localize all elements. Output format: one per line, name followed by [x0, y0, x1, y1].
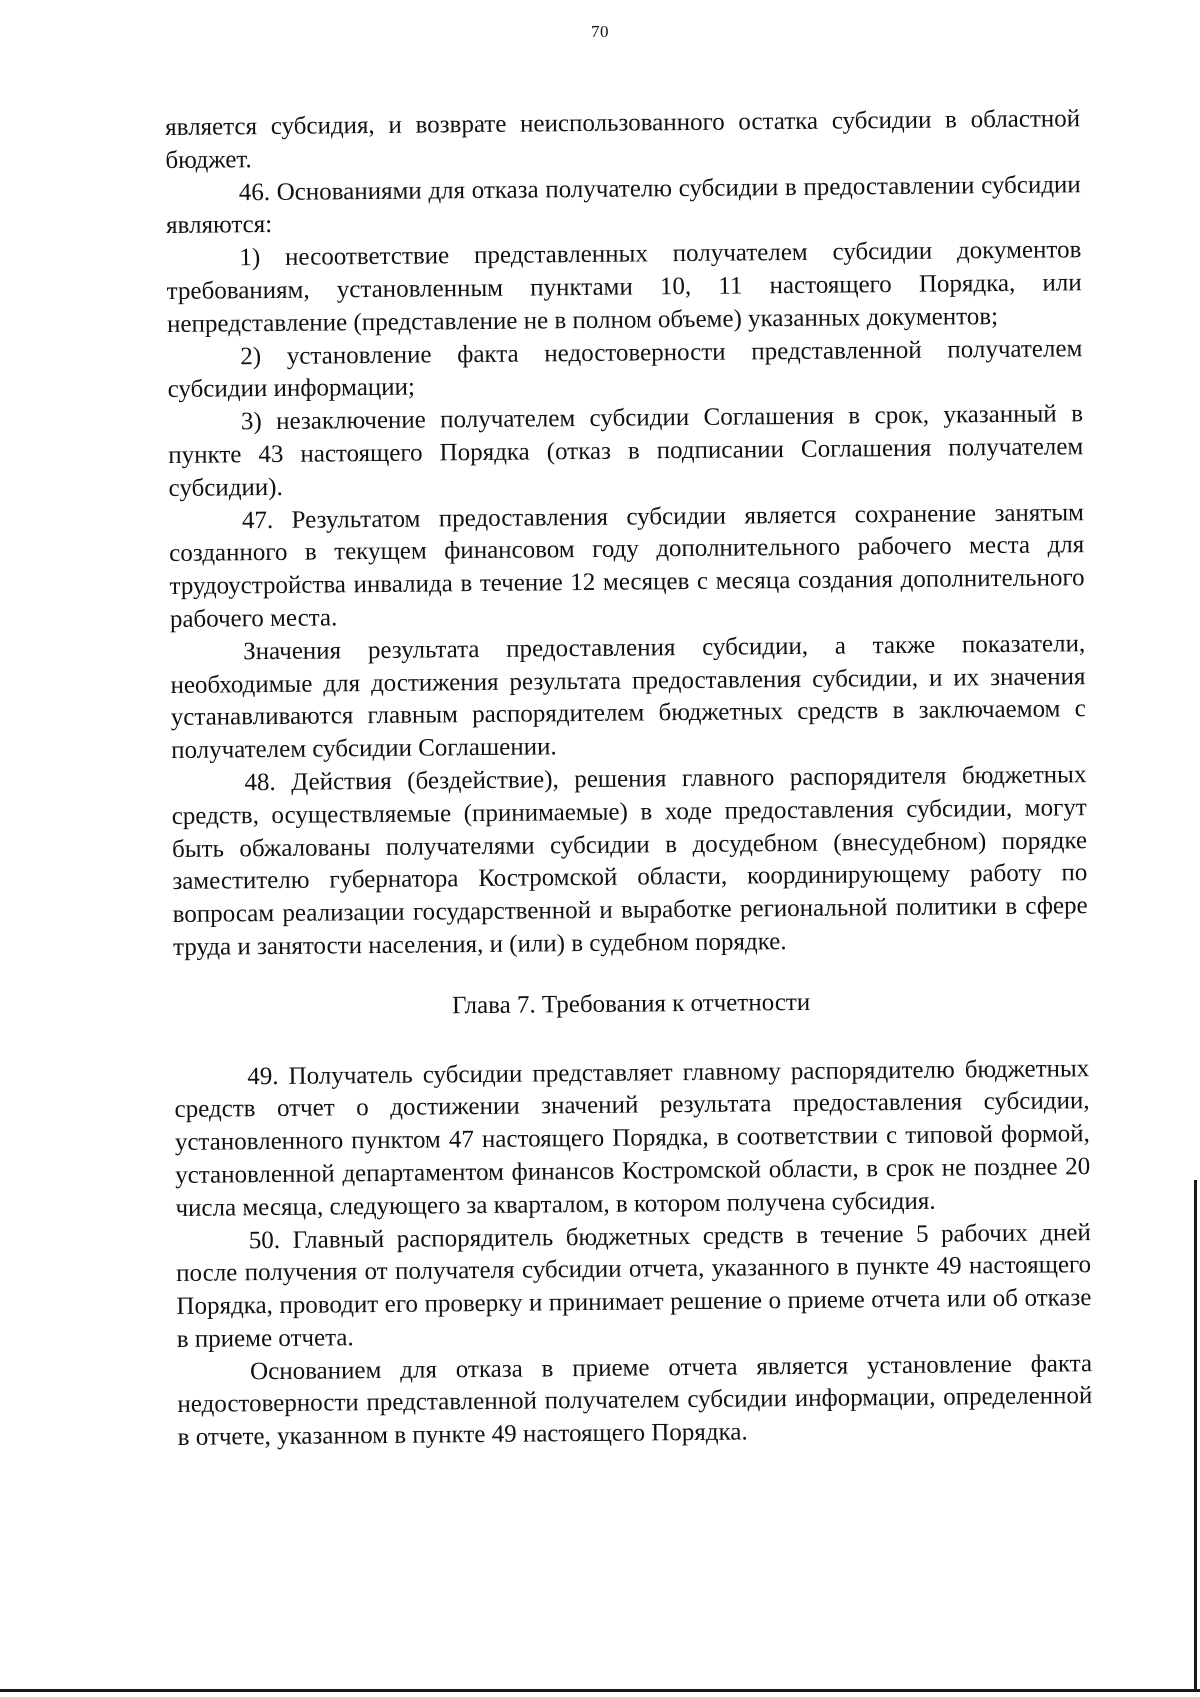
- paragraph-46-item-3: 3) незаключение получателем субсидии Соглашения в срок, указанный в пункте 43 настоящего Порядка (отказ в подписании Соглашения получателем субсидии).: [168, 400, 1084, 502]
- paragraph-50-refusal: Основанием для отказа в приеме отчета является установление факта недостоверности представленной получателем субсидии информации, определенной в отчете, указанном в пункте 49 настоящего Порядка.: [177, 1349, 1093, 1452]
- paragraph-46: 46. Основаниями для отказа получателю субсидии в предоставлении субсидии являются:: [165, 170, 1081, 240]
- paragraph-46-item-2: 2) установление факта недостоверности представленной получателем субсидии информации;: [167, 334, 1083, 404]
- paragraph-continuation: является субсидия, и возврате неиспользованного остатка субсидии в областной бюджет.: [165, 105, 1081, 174]
- scan-edge-right: [1194, 1180, 1197, 1692]
- paragraph-47-values: Значения результата предоставления субсидии, а также показатели, необходимые для достижения результата предоставления субсидии, и их значения устанавливаются главным распорядителем бюджетных средств в заключаемом с получателем субсидии Соглашении.: [170, 629, 1086, 765]
- paragraph-49: 49. Получатель субсидии представляет главному распорядителю бюджетных средств отчет о достижении значений результата предоставления субсидии, установленного пунктом 47 настоящего Порядка, в соответствии с типовой формой, установленной департаментом финансов Костромской области, в срок не позднее 20 числа месяца, следующего за кварталом, в котором получена субсидия.: [174, 1054, 1091, 1222]
- paragraph-50: 50. Главный распорядитель бюджетных средств в течение 5 рабочих дней после получения от получателя субсидии отчета, указанного в пункте 49 настоящего Порядка, проводит его проверку и принимает решение о приеме отчета или об отказе в приеме отчета.: [176, 1218, 1092, 1353]
- document-body: [165, 103, 1093, 1455]
- paragraph-46-item-1: 1) несоответствие представленных получателем субсидии документов требованиям, установленным пунктами 10, 11 настоящего Порядка, или непредставление (представление не в полном объеме) указанных документов;: [166, 236, 1082, 338]
- page-number: 70: [591, 22, 609, 41]
- paragraph-47: 47. Результатом предоставления субсидии является сохранение занятым созданного в текущем финансовом году дополнительного рабочего места для трудоустройства инвалида в течение 12 месяцев с месяца создания дополнительного рабочего места.: [169, 498, 1085, 633]
- scan-edge-bottom: [0, 1689, 1200, 1692]
- paragraph-48: 48. Действия (бездействие), решения главного распорядителя бюджетных средств, осуществляемые (принимаемые) в ходе предоставления субсидии, могут быть обжалованы получателями субсидии в досудебном (внесудебном) порядке заместителю губернатора Костромской области, координирующему работу по вопросам реализации государственной и выработке региональной политики в сфере труда и занятости населения, и (или) в судебном порядке.: [171, 761, 1088, 961]
- chapter-heading: Глава 7. Требования к отчетности: [451, 988, 811, 1020]
